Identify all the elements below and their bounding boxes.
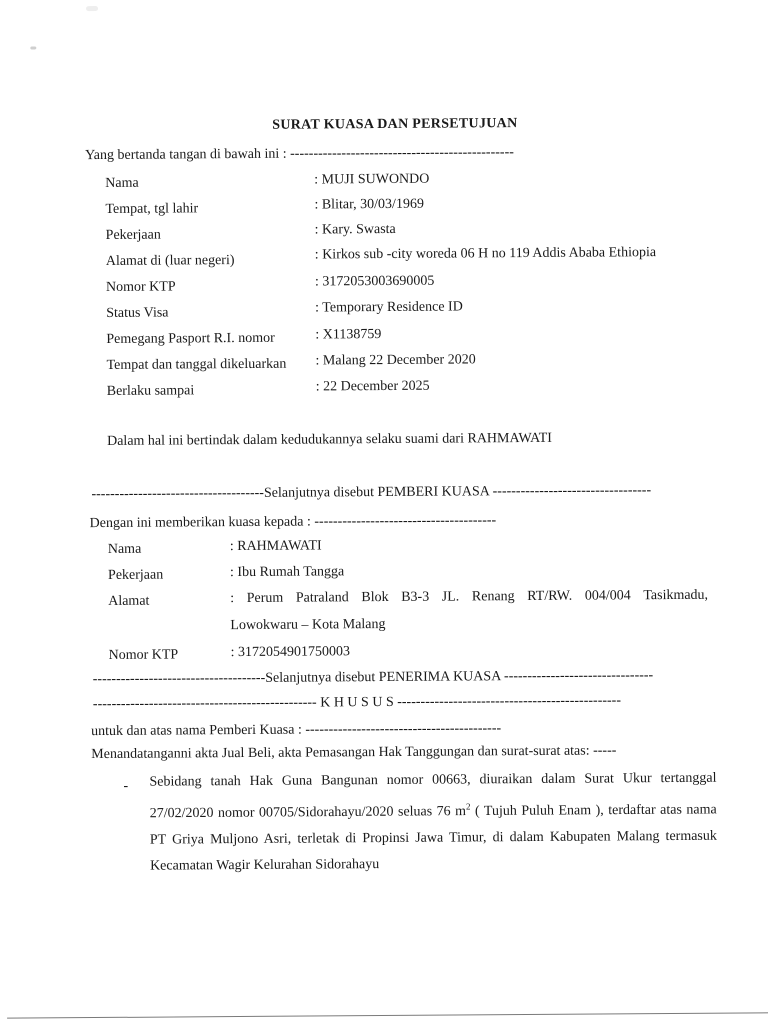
page-edge-line [7, 1012, 768, 1018]
field-label: Alamat [108, 593, 150, 609]
field-value: : X1138759 [315, 327, 382, 343]
field-label: Nama [107, 541, 142, 557]
field-value: : 3172054901750003 [230, 644, 350, 661]
capacity-statement: Dalam hal ini bertindak dalam kedudukannya selaku suami dari RAHMAWATI [107, 430, 552, 449]
field-label: Nama [105, 175, 139, 191]
field-label: Alamat di (luar negeri) [105, 253, 235, 269]
address-word: Renang [471, 589, 515, 605]
field-value-address-line2: Lowokwaru – Kota Malang [230, 617, 386, 634]
field-value: : Blitar, 30/03/1969 [314, 196, 424, 213]
field-label: Pemegang Pasport R.I. nomor [106, 330, 275, 347]
document-title: SURAT KUASA DAN PERSETUJUAN [272, 116, 518, 133]
field-value: : Temporary Residence ID [315, 299, 463, 316]
address-word: B3-3 [401, 589, 430, 605]
field-value: : 22 December 2025 [315, 378, 430, 395]
address-word: Patraland [295, 590, 349, 606]
field-value: : MUJI SUWONDO [314, 171, 430, 188]
address-word: RT/RW. [527, 588, 573, 605]
scan-speck [30, 46, 36, 49]
address-word: Perum [246, 590, 284, 606]
field-label: Nomor KTP [108, 647, 179, 663]
field-label: Pekerjaan [105, 227, 161, 243]
land-description-part2: ( Tujuh Puluh Enam ), terdaftar atas nama PT Griya Muljono Asri, terletak di Propinsi Jawa Timur, di dalam Kabupaten Malang termasuk Kecamatan Wagir Kelurahan Sidorahayu [149, 802, 717, 874]
field-value: : Malang 22 December 2020 [315, 352, 476, 369]
field-value-address [230, 588, 708, 607]
field-value: : Ibu Rumah Tangga [229, 564, 345, 581]
field-label: Berlaku sampai [106, 383, 195, 399]
field-value: : RAHMAWATI [229, 538, 322, 555]
separator-pemberi-kuasa: -------------------------------------Selanjutnya disebut PEMBERI KUASA ---------------------------------- [91, 483, 652, 503]
separator-khusus: ------------------------------------------------ K H U S U S ------------------------------------------------ [92, 693, 622, 713]
address-word: 004/004 [584, 588, 631, 604]
land-description-part1: Sebidang tanah Hak Guna Bangunan nomor 00663, diuraikan dalam Surat Ukur tertanggal 27/02/2020 nomor 00705/Sidorahayu/2020 seluas 76 m [149, 770, 717, 822]
field-value: : 3172053003690005 [314, 273, 435, 290]
address-word: Tasikmadu, [643, 587, 709, 604]
intro-line: Yang bertanda tangan di bawah ini : ------------------------------------------------ [85, 145, 514, 164]
field-label: Tempat dan tanggal dikeluarkan [106, 356, 287, 373]
signing-line: Menandatanganni akta Jual Beli, akta Pemasangan Hak Tanggungan dan surat-surat atas: ----- [91, 743, 617, 763]
bullet-marker: - [123, 778, 129, 794]
field-value: : Kirkos sub -city woreda 06 H no 119 Addis Ababa Ethiopia [314, 245, 657, 263]
on-behalf-line: untuk dan atas nama Pemberi Kuasa : ------------------------------------------ [91, 721, 502, 740]
field-value: : Kary. Swasta [314, 221, 396, 238]
superscript: 2 [465, 801, 471, 812]
field-label: Status Visa [106, 305, 169, 321]
field-label: Tempat, tgl lahir [105, 201, 199, 217]
address-word: Blok [361, 589, 389, 606]
address-word: JL. [441, 589, 460, 605]
address-word: : [230, 591, 235, 607]
land-description [149, 766, 717, 880]
separator-penerima-kuasa: -------------------------------------Selanjutnya disebut PENERIMA KUASA -------------------------------- [92, 668, 654, 688]
field-label: Pekerjaan [107, 567, 164, 583]
scan-speck [86, 6, 98, 11]
field-label: Nomor KTP [105, 279, 176, 295]
grant-line: Dengan ini memberikan kuasa kepada : --------------------------------------- [89, 513, 497, 532]
